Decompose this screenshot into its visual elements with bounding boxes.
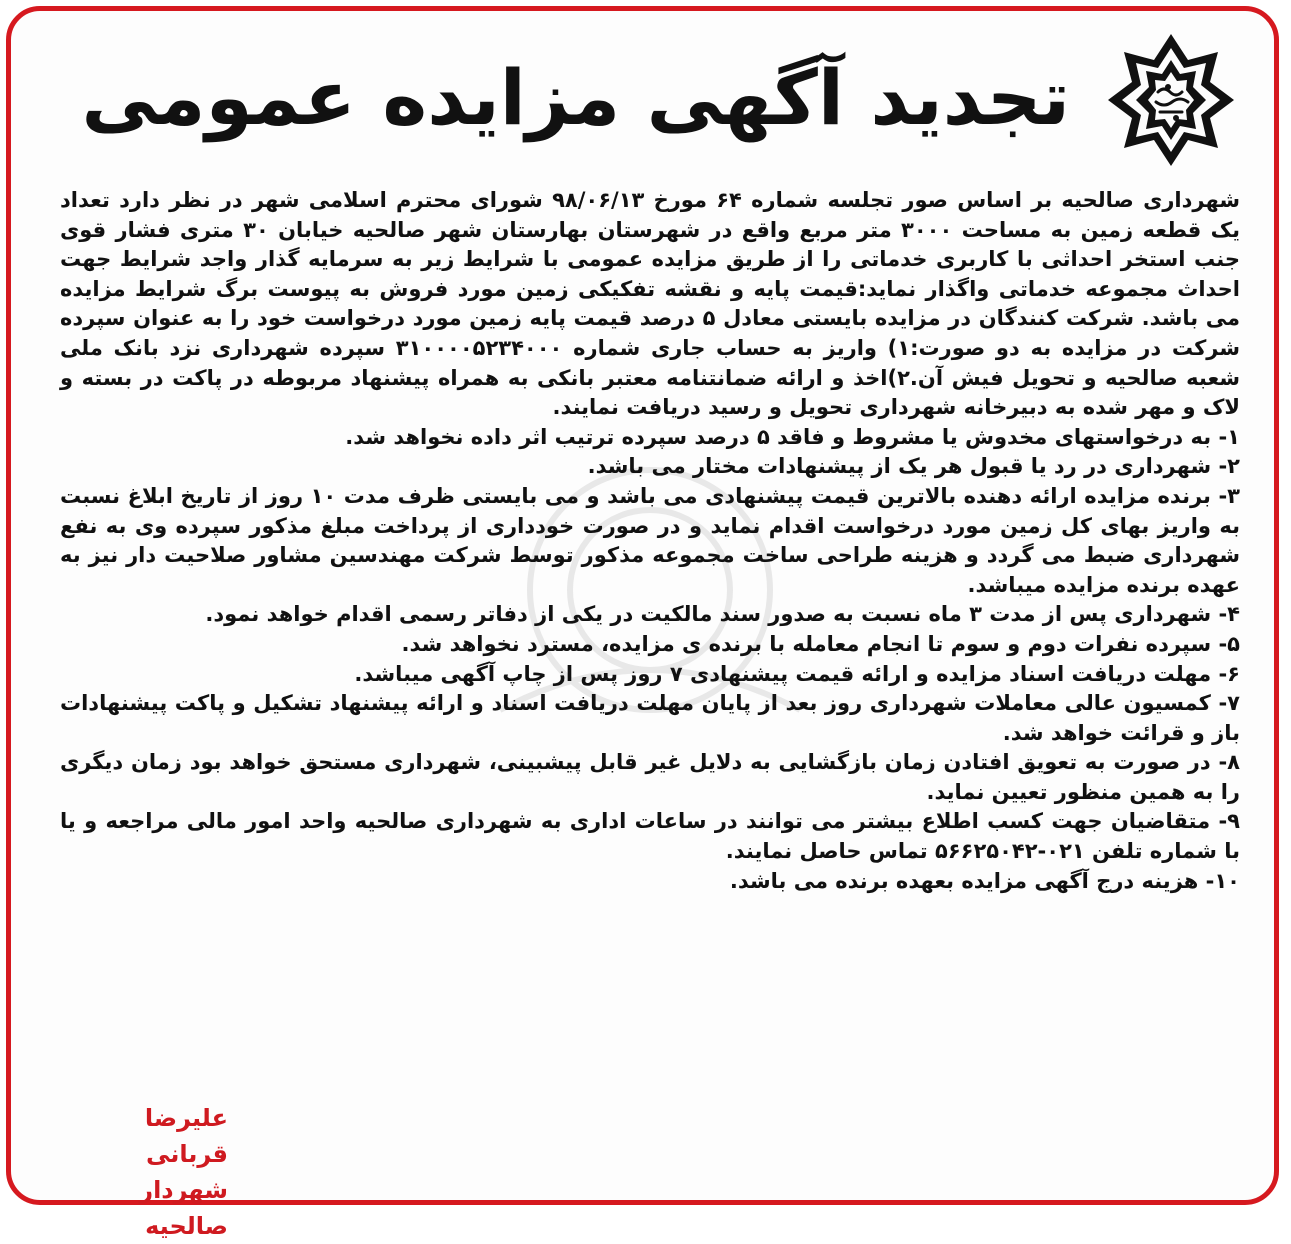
notice-header xyxy=(40,30,1240,180)
page-title: تجدید آگهی مزایده عمومی xyxy=(81,53,1070,142)
signatory-position: شهردار صالحیه xyxy=(139,1176,228,1240)
condition-item: ۳- برنده مزایده ارائه دهنده بالاترین قیمت پیشنهادی می باشد و می بایستی ظرف مدت ۱۰ روز از تاریخ ابلاغ نسبت به واریز بهای کل زمین مورد درخواست اقدام نماید و در صورت خودداری از پرداخت مبلغ مذکور سپرده وی به نفع شهرداری ضبط می گردد و هزینه طراحی ساخت مجموعه مذکور توسط شرکت مهندسین مشاور صلاحیت دار نیز به عهده برنده مزایده میباشد. xyxy=(60,483,1240,597)
conditions-list xyxy=(60,423,1240,897)
condition-item: ۸- در صورت به تعویق افتادن زمان بازگشایی به دلایل غیر قابل پیشبینی، شهرداری مستحق خواهد بود زمان دیگری را به همین منظور تعیین نماید. xyxy=(60,750,1240,804)
condition-item: ۱۰- هزینه درج آگهی مزایده بعهده برنده می باشد. xyxy=(729,868,1240,893)
condition-item: ۵- سپرده نفرات دوم و سوم تا انجام معامله با برنده ی مزایده، مسترد نخواهد شد. xyxy=(401,631,1240,656)
condition-item: ۹- متقاضیان جهت کسب اطلاع بیشتر می توانند در ساعات اداری به شهرداری صالحیه واحد امور مالی مراجعه و یا با شماره تلفن ۰۲۱-۵۶۶۲۵۰۴۲ تماس حاصل نمایند. xyxy=(60,809,1240,864)
notice-body xyxy=(60,186,1240,896)
signatory-name: علیرضا قربانی xyxy=(144,1104,228,1168)
condition-item: ۱- به درخواستهای مخدوش یا مشروط و فاقد ۵ درصد سپرده ترتیب اثر داده نخواهد شد. xyxy=(345,424,1240,449)
signature-block xyxy=(58,1100,228,1244)
condition-item: ۲- شهرداری در رد یا قبول هر یک از پیشنهادات مختار می باشد. xyxy=(587,454,1240,479)
condition-item: ۴- شهرداری پس از مدت ۳ ماه نسبت به صدور سند مالکیت در یکی از دفاتر رسمی اقدام خواهد نمود. xyxy=(205,602,1240,627)
intro-paragraph: شهرداری صالحیه بر اساس صور تجلسه شماره ۶۴ مورخ ۹۸/۰۶/۱۳ شورای محترم اسلامی شهر در نظر دارد تعداد یک قطعه زمین به مساحت ۳۰۰۰ متر مربع واقع در شهرستان بهارستان شهر صالحیه خیابان ۳۰ متری فشار قوی جنب استخر احداثی با کاربری خدماتی را از طریق مزایده عمومی با شرایط زیر به سرمایه گذار واجد شرایط جهت احداث مجموعه خدماتی واگذار نماید:قیمت پایه و نقشه تفکیکی زمین مورد فروش به پیوست برگ شرایط مزایده می باشد. شرکت کنندگان در مزایده بایستی معادل ۵ درصد قیمت پایه زمین مورد درخواست خود را به عنوان سپرده شرکت در مزایده به دو صورت:۱) واریز به حساب جاری شماره ۳۱۰۰۰۰۵۲۳۴۰۰۰ سپرده شهرداری نزد بانک ملی شعبه صالحیه و تحویل فیش آن.۲)اخذ و ارائه ضمانتنامه معتبر بانکی به همراه پیشنهاد مربوطه در پاکت در بسته و لاک و مهر شده به دبیرخانه شهرداری تحویل و رسید دریافت نمایند. xyxy=(60,188,1240,420)
municipality-star-logo-icon xyxy=(1106,30,1236,170)
condition-item: ۷- کمسیون عالی معاملات شهرداری روز بعد از پایان مهلت دریافت اسناد و ارائه پیشنهاد تشکیل و پاکت پیشنهادات باز و قرائت خواهد شد. xyxy=(60,691,1240,745)
condition-item: ۶- مهلت دریافت اسناد مزایده و ارائه قیمت پیشنهادی ۷ روز پس از چاپ آگهی میباشد. xyxy=(354,661,1240,686)
